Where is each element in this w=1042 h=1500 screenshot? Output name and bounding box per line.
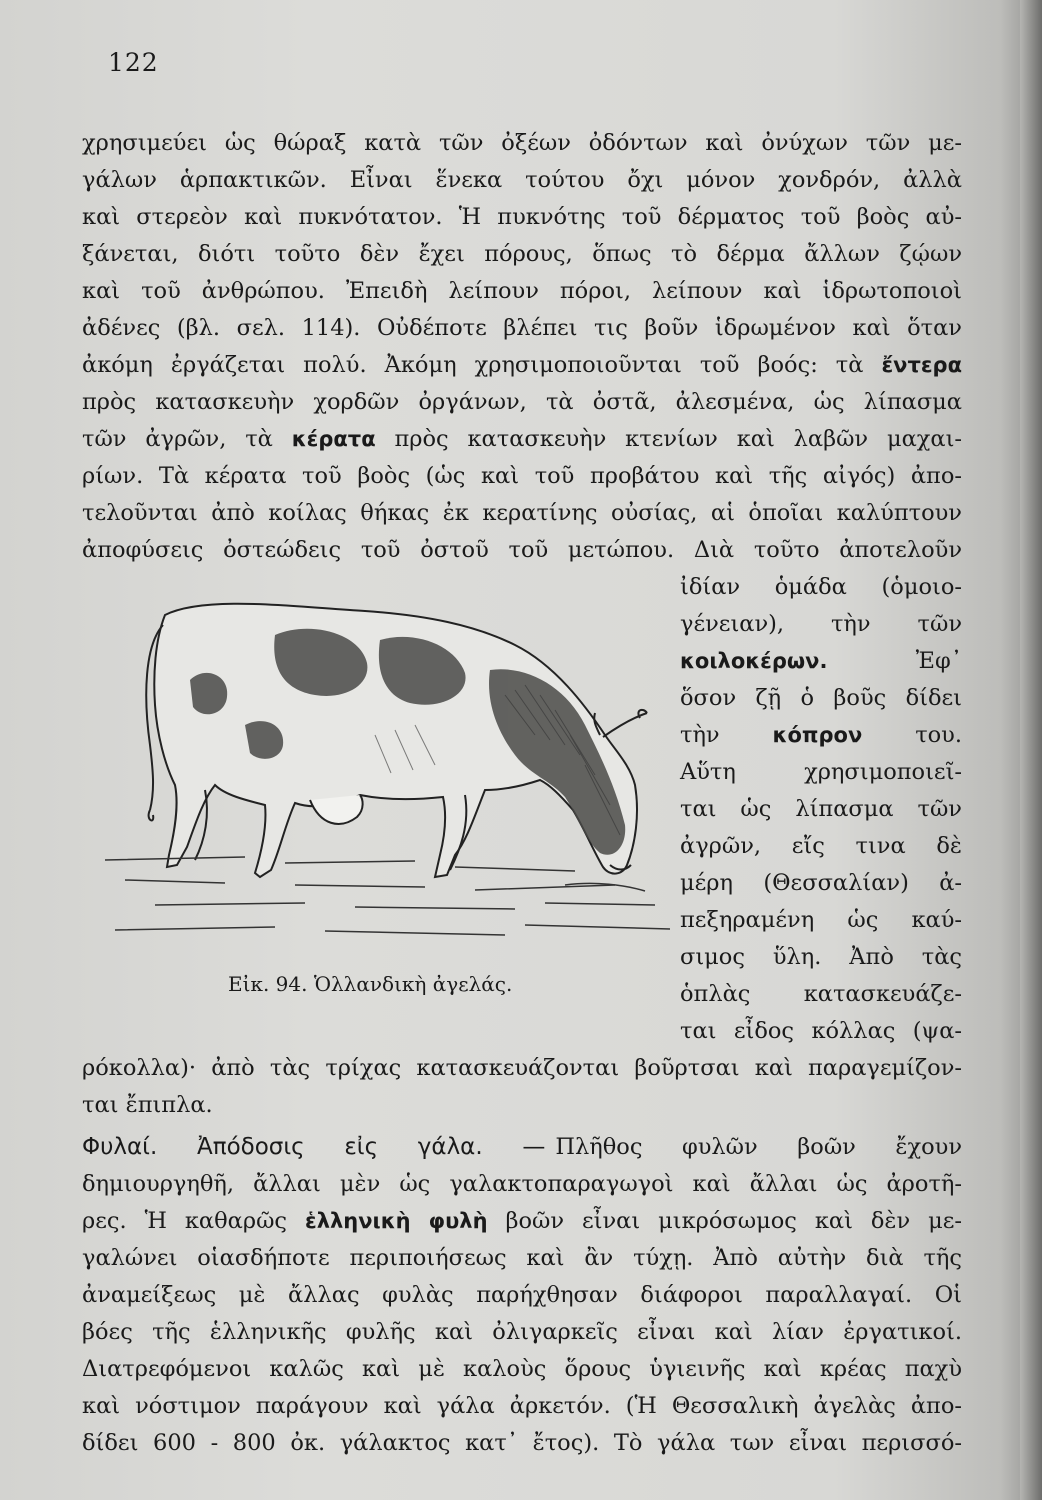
page-binding-shadow — [1020, 0, 1042, 1500]
text-line: καὶ νόστιμον παράγουν καὶ γάλα ἀρκετόν. (Ἡ Θεσσαλικὴ ἀγελὰς ἀπο- — [82, 1393, 962, 1419]
text-span: βοῶν εἶναι μικρόσωμος καὶ δὲν με- — [505, 1208, 962, 1234]
text-line: γάλων ἁρπακτικῶν. Εἶναι ἕνεκα τούτου ὄχι μόνον χονδρόν, ἀλλὰ — [82, 167, 962, 193]
text-line: ρόκολλα)· ἀπὸ τὰς τρίχας κατασκευάζονται βοῦρτσαι καὶ παραγεμίζον- — [82, 1055, 962, 1081]
side-text-line: ἀγρῶν, εἴς τινα δὲ — [680, 833, 962, 859]
text-span: τῶν ἀγρῶν, τὰ — [82, 426, 273, 452]
text-line — [82, 350, 962, 380]
text-span: Ἐφ᾽ — [915, 648, 962, 674]
side-text-line: ται εἶδος κόλλας (ψα- — [680, 1018, 962, 1044]
section-heading: Φυλαί. Ἀπόδοσις εἰς γάλα. — — [82, 1134, 546, 1160]
side-text-line: ἰδίαν ὁμάδα (ὁμοιο- — [680, 574, 962, 600]
page-number: 122 — [108, 48, 159, 77]
side-text-line: Αὕτη χρησιμοποιεῖ- — [680, 759, 962, 785]
text-span: ρες. Ἡ καθαρῶς — [82, 1208, 288, 1234]
bold-term-ellhnikh-fylh: ἑλληνικὴ φυλὴ — [305, 1209, 488, 1233]
bold-term-kerata: κέρατα — [291, 427, 376, 451]
text-line: βόες τῆς ἑλληνικῆς φυλῆς καὶ ὀλιγαρκεῖς εἶναι καὶ λίαν ἐργατικοί. — [82, 1319, 962, 1345]
side-text-line — [680, 720, 962, 750]
text-line: καὶ στερεὸν καὶ πυκνότατον. Ἡ πυκνότης τοῦ δέρματος τοῦ βοὸς αὐ- — [82, 204, 962, 230]
text-span: Πλῆθος φυλῶν βοῶν ἔχουν — [555, 1134, 963, 1160]
figure-caption: Εἰκ. 94. Ὁλλανδικὴ ἀγελάς. — [228, 972, 513, 996]
side-text-line: ὁπλὰς κατασκευάζε- — [680, 981, 962, 1007]
bold-term-entera: ἔντερα — [881, 353, 962, 377]
text-line: ἀναμείξεως μὲ ἄλλας φυλὰς παρήχθησαν διάφοροι παραλλαγαί. Οἱ — [82, 1282, 962, 1308]
section-heading-line — [82, 1132, 962, 1162]
side-text-line — [680, 646, 962, 676]
side-text-line: ται ὡς λίπασμα τῶν — [680, 796, 962, 822]
side-text-line: ὅσον ζῇ ὁ βοῦς δίδει — [680, 685, 962, 711]
text-line: ἀδένες (βλ. σελ. 114). Οὐδέποτε βλέπει τις βοῦν ἱδρωμένον καὶ ὅταν — [82, 315, 962, 341]
side-text-line: σιμος ὕλη. Ἀπὸ τὰς — [680, 944, 962, 970]
text-line — [82, 424, 962, 454]
text-span: τὴν — [680, 722, 720, 748]
text-line: ται ἔπιπλα. — [82, 1092, 213, 1118]
cow-illustration — [95, 585, 680, 955]
text-span: πρὸς κατασκευὴν κτενίων καὶ λαβῶν μαχαι- — [394, 426, 963, 452]
text-line: δίδει 600 - 800 ὀκ. γάλακτος κατ᾽ ἔτος). Τὸ γάλα των εἶναι περισσό- — [82, 1430, 962, 1456]
text-line: χρησιμεύει ὡς θώραξ κατὰ τῶν ὀξέων ὀδόντων καὶ ὀνύχων τῶν με- — [82, 130, 962, 156]
text-line — [82, 1206, 962, 1236]
side-text-line: πεξηραμένη ὡς καύ- — [680, 907, 962, 933]
bold-term-koilokeron: κοιλοκέρων. — [680, 649, 828, 673]
text-line: δημιουργηθῆ, ἄλλαι μὲν ὡς γαλακτοπαραγωγοὶ καὶ ἄλλαι ὡς ἀροτῆ- — [82, 1171, 962, 1197]
text-line: πρὸς κατασκευὴν χορδῶν ὀργάνων, τὰ ὀστᾶ, ἀλεσμένα, ὡς λίπασμα — [82, 389, 962, 415]
text-span: του. — [915, 722, 963, 748]
text-line: ξάνεται, διότι τοῦτο δὲν ἔχει πόρους, ὅπως τὸ δέρμα ἄλλων ζῴων — [82, 241, 962, 267]
text-line: καὶ τοῦ ἀνθρώπου. Ἐπειδὴ λείπουν πόροι, λείπουν καὶ ἱδρωτοποιοὶ — [82, 278, 962, 304]
side-text-line: γένειαν), τὴν τῶν — [680, 611, 962, 637]
text-line: Διατρεφόμενοι καλῶς καὶ μὲ καλοὺς ὅρους ὑγιεινῆς καὶ κρέας παχὺ — [82, 1356, 962, 1382]
text-line: ρίων. Τὰ κέρατα τοῦ βοὸς (ὡς καὶ τοῦ προβάτου καὶ τῆς αἰγός) ἀπο- — [82, 463, 962, 489]
bold-term-kopron: κόπρον — [772, 723, 863, 747]
text-line: γαλώνει οἱασδήποτε περιποιήσεως καὶ ἂν τύχῃ. Ἀπὸ αὐτὴν διὰ τῆς — [82, 1245, 962, 1271]
side-text-line: μέρη (Θεσσαλίαν) ἀ- — [680, 870, 962, 896]
text-line: ἀποφύσεις ὀστεώδεις τοῦ ὀστοῦ τοῦ μετώπου. Διὰ τοῦτο ἀποτελοῦν — [82, 537, 962, 563]
text-span: ἀκόμη ἐργάζεται πολύ. Ἀκόμη χρησιμοποιοῦνται τοῦ βοός: τὰ — [82, 352, 864, 378]
text-line: τελοῦνται ἀπὸ κοίλας θήκας ἐκ κερατίνης οὐσίας, αἱ ὁποῖαι καλύπτουν — [82, 500, 962, 526]
